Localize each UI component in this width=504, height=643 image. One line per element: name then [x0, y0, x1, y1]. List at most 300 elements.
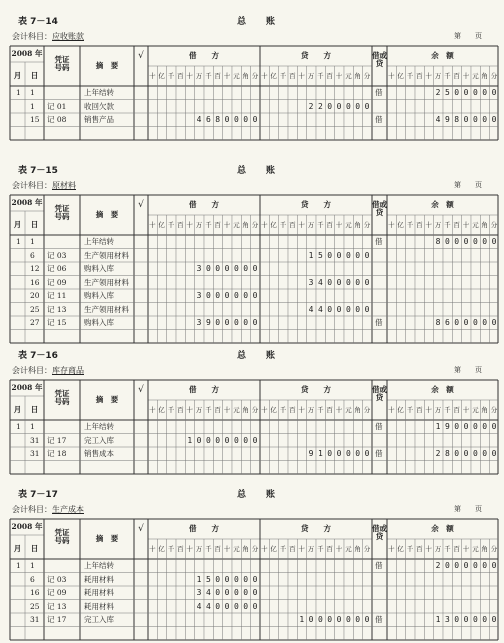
- amount-digit: 0: [454, 615, 460, 624]
- digit-label: 分: [363, 72, 371, 80]
- amount-digit: 0: [472, 115, 478, 124]
- row-voucher: 记 09: [47, 277, 67, 287]
- credit-header: 贷 方: [301, 385, 331, 394]
- amount-digit: 0: [472, 561, 478, 570]
- amount-digit: 0: [364, 449, 370, 458]
- balance-header: 余 额: [431, 524, 454, 533]
- digit-label: 分: [363, 545, 371, 553]
- digit-label: 角: [481, 406, 488, 414]
- amount-digit: 0: [336, 304, 342, 314]
- amount-digit: 1: [435, 615, 441, 624]
- digit-label: 亿: [397, 221, 404, 229]
- digit-label: 元: [345, 406, 352, 414]
- digit-label: 角: [242, 406, 249, 414]
- amount-digit: 0: [233, 291, 239, 300]
- digit-label: 百: [177, 545, 184, 553]
- amount-digit: 0: [454, 561, 460, 570]
- title-char-2: 账: [266, 166, 278, 176]
- amount-digit: 0: [233, 601, 239, 611]
- amount-digit: 6: [205, 115, 211, 124]
- amount-digit: 0: [364, 615, 370, 624]
- amount-digit: 0: [215, 435, 221, 445]
- amount-digit: 0: [355, 250, 361, 260]
- digit-label: 角: [242, 72, 249, 80]
- amount-digit: 0: [364, 250, 370, 260]
- amount-digit: 0: [233, 115, 239, 124]
- digit-label: 角: [354, 545, 361, 553]
- title-char-2: 账: [266, 351, 278, 361]
- digit-label: 千: [279, 545, 287, 553]
- digit-label: 亿: [158, 406, 165, 414]
- account-name: 库存商品: [52, 366, 84, 375]
- digit-label: 元: [472, 545, 479, 553]
- amount-digit: 0: [336, 250, 342, 260]
- amount-digit: 4: [196, 115, 202, 124]
- digit-label: 分: [363, 221, 371, 229]
- row-month: 1: [16, 88, 21, 97]
- row-summary: 生产领用材料: [84, 250, 129, 260]
- amount-digit: 0: [355, 277, 361, 287]
- digit-label: 十: [186, 221, 193, 229]
- digit-label: 百: [214, 221, 221, 229]
- digit-label: 分: [251, 221, 259, 229]
- amount-digit: 0: [243, 291, 249, 300]
- digit-label: 角: [354, 72, 361, 80]
- amount-digit: 0: [252, 435, 258, 445]
- digit-label: 十: [223, 221, 231, 229]
- amount-digit: 1: [317, 449, 323, 458]
- digit-label: 百: [214, 72, 221, 80]
- row-day: 27: [30, 318, 40, 327]
- day-header: 日: [30, 405, 39, 414]
- row-month: 1: [16, 422, 21, 431]
- balance-header: 余 额: [431, 51, 454, 60]
- digit-label: 千: [406, 406, 414, 414]
- dr-cr-header: 借或贷: [372, 385, 387, 403]
- digit-label: 万: [434, 545, 442, 553]
- year-header: 2008 年: [11, 522, 43, 531]
- amount-digit: 0: [224, 588, 230, 597]
- table-number: 表 7－16: [18, 351, 58, 361]
- amount-digit: 9: [444, 115, 450, 124]
- amount-digit: 0: [463, 422, 469, 431]
- year-header: 2008 年: [11, 383, 43, 392]
- digit-label: 十: [261, 221, 268, 229]
- account-prefix: 会计科目：: [12, 181, 52, 190]
- digit-label: 角: [481, 72, 488, 80]
- digit-label: 百: [289, 221, 296, 229]
- row-day: 6: [30, 574, 35, 584]
- row-voucher: 记 08: [47, 115, 67, 124]
- amount-digit: 0: [454, 318, 460, 327]
- amount-digit: 0: [364, 101, 370, 111]
- digit-label: 元: [345, 72, 352, 80]
- account-prefix: 会计科目：: [12, 32, 52, 41]
- amount-digit: 0: [444, 561, 450, 570]
- row-voucher: 记 17: [47, 615, 67, 624]
- table-number: 表 7－14: [18, 17, 58, 27]
- check-header: √: [138, 51, 144, 61]
- summary-header: 摘 要: [95, 61, 119, 70]
- account-name: 生产成本: [52, 505, 84, 514]
- amount-digit: 0: [482, 615, 488, 624]
- amount-digit: 0: [482, 88, 488, 97]
- amount-digit: 0: [444, 237, 450, 246]
- row-dr-cr: 借: [375, 449, 383, 458]
- amount-digit: 3: [308, 277, 314, 287]
- amount-digit: 1: [196, 574, 202, 584]
- row-voucher: 记 17: [47, 435, 67, 445]
- amount-digit: 2: [435, 561, 441, 570]
- digit-label: 分: [251, 406, 259, 414]
- digit-label: 十: [388, 545, 395, 553]
- debit-header: 借 方: [189, 385, 219, 394]
- amount-digit: 0: [355, 615, 361, 624]
- amount-digit: 0: [224, 264, 230, 273]
- digit-label: 亿: [158, 72, 165, 80]
- check-header: √: [138, 385, 144, 395]
- amount-digit: 4: [308, 304, 314, 314]
- digit-label: 十: [186, 72, 193, 80]
- amount-digit: 0: [454, 422, 460, 431]
- digit-label: 百: [289, 72, 296, 80]
- digit-label: 十: [335, 545, 343, 553]
- amount-digit: 0: [482, 115, 488, 124]
- month-header: 月: [13, 405, 22, 414]
- amount-digit: 0: [243, 574, 249, 584]
- digit-label: 百: [416, 72, 423, 80]
- amount-digit: 0: [224, 601, 230, 611]
- row-voucher: 记 03: [47, 250, 67, 260]
- digit-label: 元: [472, 406, 479, 414]
- row-dr-cr: 借: [375, 422, 383, 431]
- dr-cr-header: 借或贷: [372, 200, 387, 218]
- amount-digit: 0: [233, 435, 239, 445]
- digit-label: 千: [444, 72, 451, 80]
- digit-label: 千: [167, 72, 175, 80]
- digit-label: 万: [434, 72, 442, 80]
- digit-label: 千: [317, 72, 324, 80]
- row-summary: 购料入库: [84, 318, 114, 327]
- amount-digit: 0: [454, 237, 460, 246]
- amount-digit: 0: [491, 561, 497, 570]
- amount-digit: 2: [317, 101, 323, 111]
- amount-digit: 8: [454, 115, 460, 124]
- amount-digit: 0: [355, 449, 361, 458]
- amount-digit: 2: [435, 449, 441, 458]
- row-day: 12: [30, 264, 40, 273]
- digit-label: 千: [205, 221, 212, 229]
- row-voucher: 记 18: [47, 449, 67, 458]
- amount-digit: 3: [196, 264, 202, 273]
- amount-digit: 0: [233, 574, 239, 584]
- row-day: 31: [30, 449, 40, 458]
- row-summary: 销售产品: [84, 115, 114, 124]
- amount-digit: 4: [317, 304, 323, 314]
- amount-digit: 0: [345, 277, 351, 287]
- digit-label: 百: [214, 545, 221, 553]
- voucher-header: 凭证号码: [54, 389, 70, 407]
- amount-digit: 0: [215, 264, 221, 273]
- row-summary: 耗用材料: [84, 601, 114, 611]
- amount-digit: 0: [243, 264, 249, 273]
- digit-label: 十: [298, 221, 305, 229]
- day-header: 日: [30, 71, 39, 80]
- digit-label: 角: [354, 406, 361, 414]
- amount-digit: 0: [491, 615, 497, 624]
- row-summary: 完工入库: [84, 615, 114, 624]
- digit-label: 亿: [397, 545, 404, 553]
- amount-digit: 0: [482, 449, 488, 458]
- amount-digit: 0: [215, 588, 221, 597]
- digit-label: 百: [177, 72, 184, 80]
- amount-digit: 2: [435, 88, 441, 97]
- amount-digit: 0: [205, 435, 211, 445]
- row-dr-cr: 借: [375, 88, 383, 97]
- digit-label: 十: [223, 545, 231, 553]
- digit-label: 百: [416, 545, 423, 553]
- account-name: 应收账款: [52, 32, 84, 41]
- amount-digit: 0: [252, 574, 258, 584]
- row-day: 31: [30, 615, 40, 624]
- amount-digit: 9: [308, 449, 314, 458]
- digit-label: 十: [186, 545, 193, 553]
- digit-label: 十: [298, 545, 305, 553]
- amount-digit: 0: [482, 422, 488, 431]
- amount-digit: 1: [435, 422, 441, 431]
- debit-header: 借 方: [189, 51, 219, 60]
- amount-digit: 0: [252, 588, 258, 597]
- amount-digit: 0: [491, 115, 497, 124]
- amount-digit: 0: [215, 601, 221, 611]
- row-day: 1: [30, 237, 35, 246]
- amount-digit: 0: [472, 422, 478, 431]
- digit-label: 亿: [270, 221, 277, 229]
- digit-label: 亿: [158, 545, 165, 553]
- ledger-grid: [0, 477, 504, 642]
- amount-digit: 0: [463, 318, 469, 327]
- digit-label: 千: [444, 221, 451, 229]
- digit-label: 千: [444, 406, 451, 414]
- digit-label: 十: [298, 72, 305, 80]
- title-char-1: 总: [237, 17, 249, 27]
- digit-label: 十: [425, 406, 432, 414]
- amount-digit: 0: [472, 318, 478, 327]
- amount-digit: 0: [327, 449, 333, 458]
- digit-label: 十: [462, 406, 470, 414]
- amount-digit: 0: [482, 318, 488, 327]
- check-header: √: [138, 200, 144, 210]
- amount-digit: 8: [444, 449, 450, 458]
- amount-digit: 8: [435, 318, 441, 327]
- digit-label: 十: [462, 72, 470, 80]
- page-label: 第 页: [454, 181, 482, 189]
- row-day: 16: [30, 277, 40, 287]
- summary-header: 摘 要: [95, 210, 119, 219]
- amount-digit: 0: [355, 304, 361, 314]
- amount-digit: 4: [435, 115, 441, 124]
- row-summary: 完工入库: [84, 435, 114, 445]
- digit-label: 亿: [158, 221, 165, 229]
- amount-digit: 0: [355, 101, 361, 111]
- table-number: 表 7－17: [18, 490, 58, 500]
- balance-header: 余 额: [431, 385, 454, 394]
- row-summary: 生产领用材料: [84, 304, 129, 314]
- digit-label: 十: [149, 545, 156, 553]
- digit-label: 角: [354, 221, 361, 229]
- row-day: 25: [30, 304, 40, 314]
- digit-label: 万: [195, 221, 203, 229]
- digit-label: 百: [326, 221, 333, 229]
- digit-label: 万: [195, 406, 203, 414]
- digit-label: 千: [444, 545, 451, 553]
- row-month: 1: [16, 237, 21, 246]
- amount-digit: 1: [308, 250, 314, 260]
- amount-digit: 0: [472, 449, 478, 458]
- amount-digit: 8: [435, 237, 441, 246]
- amount-digit: 0: [233, 588, 239, 597]
- row-dr-cr: 借: [375, 318, 383, 327]
- digit-label: 百: [453, 545, 460, 553]
- amount-digit: 0: [491, 422, 497, 431]
- amount-digit: 0: [364, 277, 370, 287]
- digit-label: 亿: [397, 406, 404, 414]
- amount-digit: 0: [233, 264, 239, 273]
- amount-digit: 0: [336, 615, 342, 624]
- digit-label: 十: [186, 406, 193, 414]
- digit-label: 百: [326, 72, 333, 80]
- digit-label: 十: [462, 545, 470, 553]
- year-header: 2008 年: [11, 198, 43, 207]
- amount-digit: 0: [463, 115, 469, 124]
- digit-label: 百: [453, 406, 460, 414]
- amount-digit: 0: [243, 601, 249, 611]
- digit-label: 十: [261, 545, 268, 553]
- amount-digit: 5: [205, 574, 211, 584]
- row-voucher: 记 09: [47, 588, 67, 597]
- digit-label: 十: [462, 221, 470, 229]
- row-summary: 生产领用材料: [84, 277, 129, 287]
- digit-label: 元: [345, 221, 352, 229]
- amount-digit: 0: [345, 250, 351, 260]
- amount-digit: 0: [196, 435, 202, 445]
- row-dr-cr: 借: [375, 115, 383, 124]
- amount-digit: 0: [243, 318, 249, 327]
- digit-label: 分: [490, 406, 498, 414]
- month-header: 月: [13, 544, 22, 553]
- digit-label: 亿: [270, 406, 277, 414]
- account-prefix: 会计科目：: [12, 366, 52, 375]
- row-day: 31: [30, 435, 40, 445]
- amount-digit: 0: [463, 237, 469, 246]
- digit-label: 十: [223, 406, 231, 414]
- row-day: 1: [30, 101, 35, 111]
- digit-label: 千: [205, 545, 212, 553]
- row-summary: 销售成本: [84, 449, 114, 458]
- digit-label: 分: [251, 545, 259, 553]
- summary-header: 摘 要: [95, 395, 119, 404]
- balance-header: 余 额: [431, 200, 454, 209]
- digit-label: 万: [195, 72, 203, 80]
- row-dr-cr: 借: [375, 561, 383, 570]
- digit-label: 千: [205, 72, 212, 80]
- amount-digit: 0: [472, 615, 478, 624]
- amount-digit: 0: [336, 277, 342, 287]
- digit-label: 百: [214, 406, 221, 414]
- digit-label: 千: [167, 545, 175, 553]
- amount-digit: 0: [345, 304, 351, 314]
- check-header: √: [138, 524, 144, 534]
- row-dr-cr: 借: [375, 615, 383, 624]
- digit-label: 十: [261, 406, 268, 414]
- digit-label: 亿: [270, 545, 277, 553]
- digit-label: 十: [388, 221, 395, 229]
- row-summary: 耗用材料: [84, 588, 114, 597]
- amount-digit: 0: [345, 615, 351, 624]
- digit-label: 万: [307, 406, 315, 414]
- amount-digit: 0: [472, 88, 478, 97]
- row-voucher: 记 15: [47, 318, 67, 327]
- digit-label: 角: [242, 545, 249, 553]
- digit-label: 百: [416, 221, 423, 229]
- amount-digit: 0: [454, 449, 460, 458]
- digit-label: 十: [425, 72, 432, 80]
- digit-label: 元: [345, 545, 352, 553]
- row-voucher: 记 13: [47, 601, 67, 611]
- digit-label: 万: [434, 221, 442, 229]
- digit-label: 万: [307, 221, 315, 229]
- amount-digit: 0: [252, 115, 258, 124]
- digit-label: 元: [233, 72, 240, 80]
- row-dr-cr: 借: [375, 237, 383, 246]
- row-summary: 收回欠款: [84, 101, 114, 111]
- account-name: 原材料: [52, 181, 76, 190]
- digit-label: 元: [233, 406, 240, 414]
- amount-digit: 2: [308, 101, 314, 111]
- digit-label: 十: [335, 221, 343, 229]
- amount-digit: 0: [243, 588, 249, 597]
- row-day: 20: [30, 291, 40, 300]
- digit-label: 十: [223, 72, 231, 80]
- amount-digit: 0: [308, 615, 314, 624]
- title-char-2: 账: [266, 490, 278, 500]
- day-header: 日: [30, 220, 39, 229]
- amount-digit: 4: [205, 601, 211, 611]
- digit-label: 分: [251, 72, 259, 80]
- amount-digit: 0: [336, 101, 342, 111]
- amount-digit: 0: [364, 304, 370, 314]
- amount-digit: 0: [224, 318, 230, 327]
- digit-label: 千: [167, 221, 175, 229]
- digit-label: 亿: [397, 72, 404, 80]
- amount-digit: 0: [463, 449, 469, 458]
- digit-label: 十: [261, 72, 268, 80]
- digit-label: 百: [326, 545, 333, 553]
- amount-digit: 0: [252, 601, 258, 611]
- amount-digit: 0: [215, 574, 221, 584]
- amount-digit: 4: [317, 277, 323, 287]
- digit-label: 角: [242, 221, 249, 229]
- year-header: 2008 年: [11, 49, 43, 58]
- row-voucher: 记 13: [47, 304, 67, 314]
- digit-label: 千: [167, 406, 175, 414]
- digit-label: 分: [490, 72, 498, 80]
- row-day: 1: [30, 88, 35, 97]
- row-day: 16: [30, 588, 40, 597]
- amount-digit: 3: [444, 615, 450, 624]
- amount-digit: 0: [224, 435, 230, 445]
- digit-label: 元: [233, 221, 240, 229]
